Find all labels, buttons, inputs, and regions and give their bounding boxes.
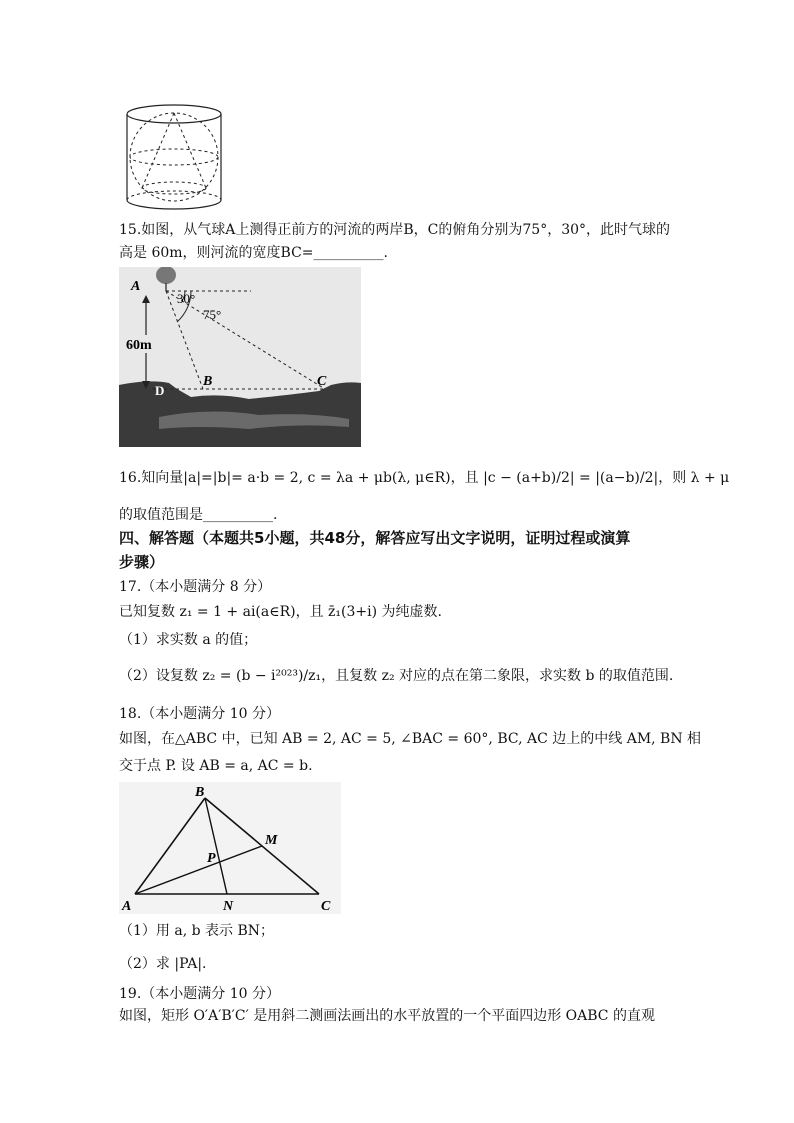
q18-head: 18.（本小题满分 10 分） (119, 706, 280, 722)
q16-line2: 的取值范围是__________. (119, 507, 278, 523)
section4-heading-line1: 四、解答题（本题共5小题，共48分，解答应写出文字说明，证明过程或演算 (119, 529, 631, 547)
q17-part2: （2）设复数 z₂ = (b − i²⁰²³)/z₁，且复数 z₂ 对应的点在第二象限，求实数 b 的取值范围. (119, 668, 674, 684)
q18-line1: 如图，在△ABC 中，已知 AB = 2, AC = 5, ∠BAC = 60°, BC, AC 边上的中线 AM, BN 相 (119, 731, 702, 747)
label-D: D (155, 383, 165, 398)
label-M: M (265, 833, 278, 848)
q18-line2: 交于点 P. 设 AB = a, AC = b. (119, 758, 313, 774)
balloon-river-figure (119, 267, 361, 447)
triangle-abc-figure (119, 782, 341, 914)
section4-heading-line2: 步骤） (119, 553, 165, 571)
q15-line2: 高是 60m，则河流的宽度BC=__________. (119, 245, 388, 261)
q19-line1: 如图，矩形 O′A′B′C′ 是用斜二测画法画出的水平放置的一个平面四边形 OABC 的直观 (119, 1008, 655, 1024)
cylinder-sphere-cone-figure (118, 100, 230, 218)
angle-30-label: 30° (177, 291, 196, 306)
q17-part1: （1）求实数 a 的值； (119, 632, 258, 648)
label-B: B (203, 374, 213, 389)
q17-line1: 已知复数 z₁ = 1 + ai(a∈R)，且 z̄₁(3+i) 为纯虚数. (119, 604, 442, 620)
angle-75-label: 75° (203, 307, 222, 322)
q17-head: 17.（本小题满分 8 分） (119, 579, 272, 595)
q19-head: 19.（本小题满分 10 分） (119, 986, 280, 1002)
q15-line1: 15.如图，从气球A上测得正前方的河流的两岸B，C的俯角分别为75°，30°，此时气球的 (119, 222, 671, 238)
q16-line1: 16.知向量|a|=|b|= a·b = 2, c = λa + μb(λ, μ∈R)，且 |c − (a+b)/2| = |(a−b)/2|，则 λ + μ (119, 470, 730, 486)
label-C: C (321, 899, 331, 914)
q18-part2: （2）求 |PA|. (119, 956, 207, 972)
label-A: A (131, 279, 141, 294)
label-N: N (223, 899, 234, 914)
label-P: P (207, 851, 216, 866)
height-60m-label: 60m (126, 338, 152, 353)
label-A: A (122, 899, 132, 914)
q18-part1: （1）用 a, b 表示 BN； (119, 923, 275, 939)
label-C: C (317, 374, 327, 389)
label-B: B (195, 785, 205, 800)
